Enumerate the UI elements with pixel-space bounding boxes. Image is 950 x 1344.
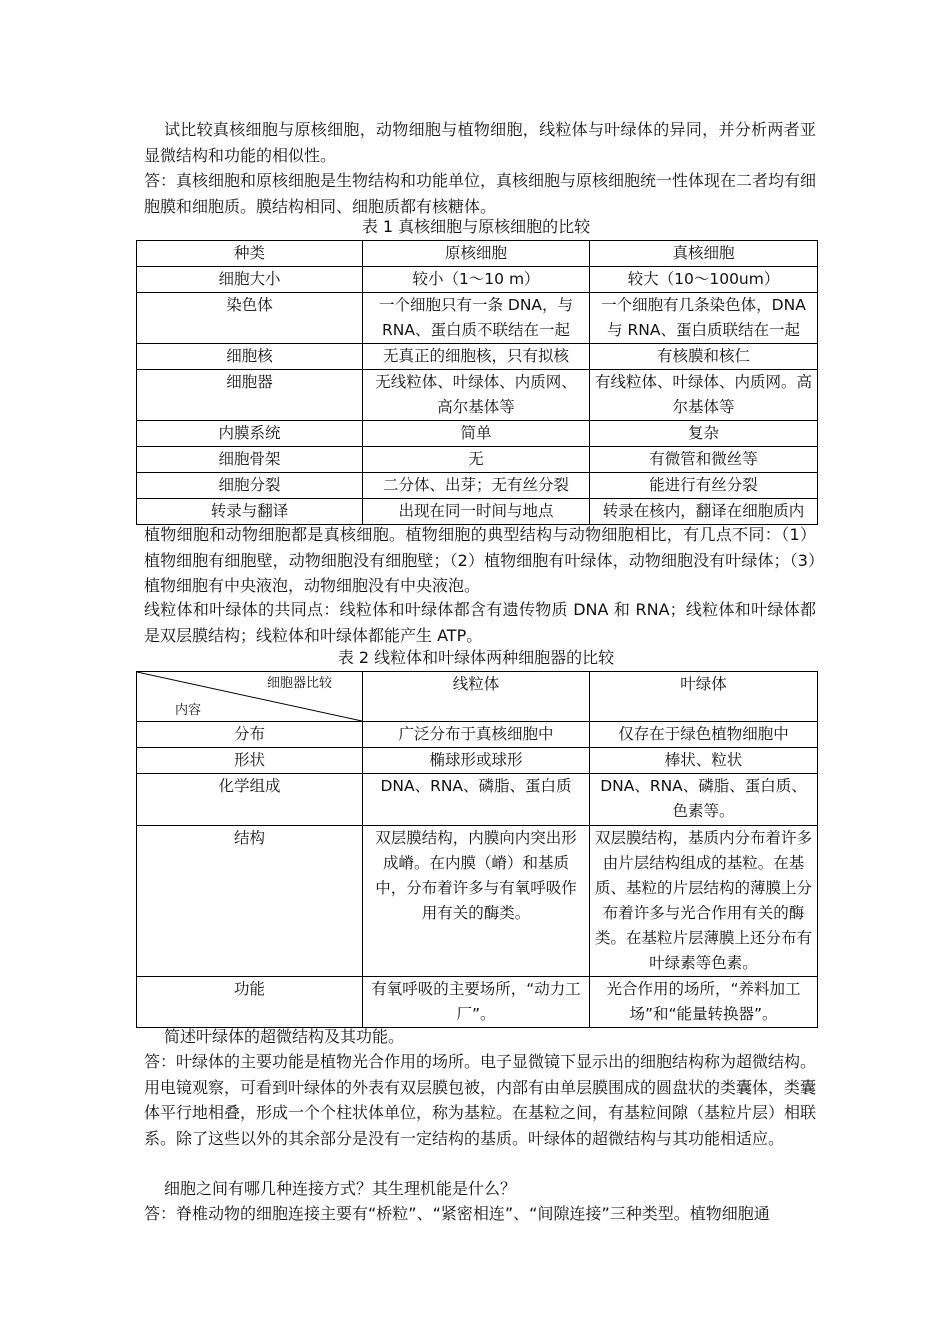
table-row: [137, 370, 818, 421]
table-cell: 双层膜结构，基质内分布着许多由片层结构组成的基粒。在基质、基粒的片层结构的薄膜上分布着许多与光合作用有关的酶类。在基粒片层薄膜上还分布有叶绿素等色素。: [590, 826, 818, 977]
table-cell: 能进行有丝分裂: [590, 473, 818, 499]
table-cell: 染色体: [137, 293, 363, 344]
table-cell: 光合作用的场所，“养料加工场”和“能量转换器”。: [590, 977, 818, 1028]
table-cell: 化学组成: [137, 774, 363, 826]
table-cell: 细胞器: [137, 370, 363, 421]
table-cell: 较大（10～100um）: [590, 267, 818, 293]
diagonal-header-top: 细胞器比较: [266, 676, 332, 691]
table-row: [137, 977, 818, 1028]
table-cell: 较小（1～10 m）: [363, 267, 590, 293]
plant-animal-paragraph: 植物细胞和动物细胞都是真核细胞。植物细胞的典型结构与动物细胞相比，有几点不同：（1）植物细胞有细胞壁，动物细胞没有细胞壁；（2）植物细胞有叶绿体，动物细胞没有叶绿体；（3）植物细胞有中央液泡，动物细胞没有中央液泡。: [144, 525, 816, 595]
table-row: [137, 447, 818, 473]
table-cell: 一个细胞有几条染色体，DNA 与 RNA、蛋白质联结在一起: [590, 293, 818, 344]
table-row: [137, 421, 818, 447]
table-cell: 出现在同一时间与地点: [363, 499, 590, 525]
table-cell: 细胞大小: [137, 267, 363, 293]
table-cell: 椭球形或球形: [363, 748, 590, 774]
table1-caption: 表 1 真核细胞与原核细胞的比较: [361, 217, 591, 236]
table-cell: 一个细胞只有一条 DNA，与 RNA、蛋白质不联结在一起: [363, 293, 590, 344]
diagonal-header-cell: [137, 672, 363, 722]
table-cell: 功能: [137, 977, 363, 1028]
table-cell: 有微管和微丝等: [590, 447, 818, 473]
table2-header-cell: 叶绿体: [590, 672, 818, 722]
table1: [136, 240, 818, 525]
table2-header-cell: 线粒体: [363, 672, 590, 722]
table2-caption: 表 2 线粒体和叶绿体两种细胞器的比较: [337, 648, 615, 667]
table-cell: 无真正的细胞核，只有拟核: [363, 344, 590, 370]
table-row: [137, 473, 818, 499]
chloroplast-question: 简述叶绿体的超微结构及其功能。: [164, 1027, 405, 1046]
table-cell: 复杂: [590, 421, 818, 447]
table-cell: 形状: [137, 748, 363, 774]
table-cell: 棒状、粒状: [590, 748, 818, 774]
table2: [136, 671, 818, 1028]
table-cell: 仅存在于绿色植物细胞中: [590, 722, 818, 748]
table-cell: 细胞骨架: [137, 447, 363, 473]
table-cell: 细胞核: [137, 344, 363, 370]
intro-answer: 答：真核细胞和原核细胞是生物结构和功能单位，真核细胞与原核细胞统一性体现在二者均有细胞膜和细胞质。膜结构相同、细胞质都有核糖体。: [144, 171, 817, 216]
table-cell: 细胞分裂: [137, 473, 363, 499]
table-row: [137, 499, 818, 525]
table-cell: 有氧呼吸的主要场所，“动力工厂”。: [363, 977, 590, 1028]
table-cell: 无: [363, 447, 590, 473]
table-row: [137, 748, 818, 774]
table-cell: 内膜系统: [137, 421, 363, 447]
table-row: [137, 293, 818, 344]
table-cell: 广泛分布于真核细胞中: [363, 722, 590, 748]
junction-answer: 答：脊椎动物的细胞连接主要有“桥粒”、“紧密相连”、“间隙连接”三种类型。植物细胞通: [144, 1204, 770, 1223]
table-cell: 有核膜和核仁: [590, 344, 818, 370]
diagonal-header-bottom: 内容: [175, 703, 202, 718]
table-row: [137, 774, 818, 826]
table1-header-cell: 真核细胞: [590, 241, 818, 267]
intro-question: 试比较真核细胞与原核细胞，动物细胞与植物细胞，线粒体与叶绿体的异同，并分析两者亚显微结构和功能的相似性。: [144, 120, 816, 165]
table-row: [137, 344, 818, 370]
mito-chloro-paragraph: 线粒体和叶绿体的共同点：线粒体和叶绿体都含有遗传物质 DNA 和 RNA；线粒体和叶绿体都是双层膜结构；线粒体和叶绿体都能产生 ATP。: [144, 600, 816, 645]
table-row: [137, 826, 818, 977]
table-cell: 简单: [363, 421, 590, 447]
table-row: [137, 267, 818, 293]
table-cell: 转录在核内，翻译在细胞质内: [590, 499, 818, 525]
table-cell: DNA、RNA、磷脂、蛋白质: [363, 774, 590, 826]
chloroplast-answer: 答：叶绿体的主要功能是植物光合作用的场所。电子显微镜下显示出的细胞结构称为超微结构。用电镜观察，可看到叶绿体的外表有双层膜包被，内部有由单层膜围成的圆盘状的类囊体，类囊体平行地相叠，形成一个个柱状体单位，称为基粒。在基粒之间，有基粒间隙（基粒片层）相联系。除了这些以外的其余部分是没有一定结构的基质。叶绿体的超微结构与其功能相适应。: [144, 1052, 817, 1148]
table-cell: 无线粒体、叶绿体、内质网、高尔基体等: [363, 370, 590, 421]
junction-question: 细胞之间有哪几种连接方式？其生理机能是什么？: [164, 1179, 517, 1198]
table-cell: 分布: [137, 722, 363, 748]
table1-header-cell: 种类: [137, 241, 363, 267]
table2-header-row: [137, 672, 818, 722]
table-cell: 双层膜结构，内膜向内突出形成嵴。在内膜（嵴）和基质中，分布着许多与有氧呼吸作用有关的酶类。: [363, 826, 590, 977]
table1-header-cell: 原核细胞: [363, 241, 590, 267]
table-cell: 转录与翻译: [137, 499, 363, 525]
table-cell: 结构: [137, 826, 363, 977]
table1-header-row: [137, 241, 818, 267]
table-cell: 有线粒体、叶绿体、内质网。高尔基体等: [590, 370, 818, 421]
table-row: [137, 722, 818, 748]
table-cell: 二分体、出芽；无有丝分裂: [363, 473, 590, 499]
table-cell: DNA、RNA、磷脂、蛋白质、色素等。: [590, 774, 818, 826]
